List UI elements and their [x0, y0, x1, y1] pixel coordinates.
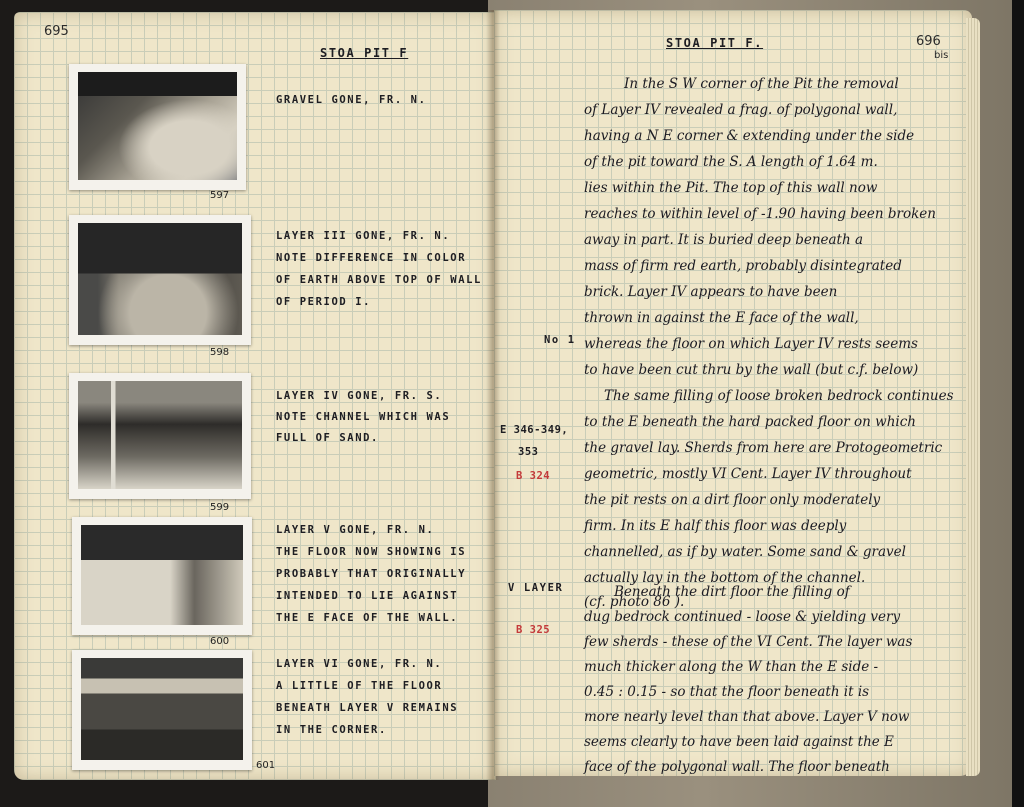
notebook-line: seems clearly to have been laid against the E	[584, 734, 894, 750]
notebook-line: to have been cut thru by the wall (but c.f. below)	[584, 362, 919, 378]
page-number-right: 696	[916, 34, 941, 49]
note-line: BENEATH LAYER V REMAINS	[276, 702, 459, 714]
photo-601	[72, 650, 252, 770]
notebook-line: (cf. photo 86 ).	[584, 594, 685, 610]
page-number-suffix: bis	[934, 50, 949, 61]
note-line: LAYER IV GONE, FR. S.	[276, 390, 443, 402]
notebook-line: to the E beneath the hard packed floor on which	[584, 414, 916, 430]
notebook-line: more nearly level than that above. Layer V now	[584, 709, 910, 725]
notebook-line: In the S W corner of the Pit the removal	[624, 76, 899, 92]
note-line: OF EARTH ABOVE TOP OF WALL	[276, 274, 482, 286]
note-line: LAYER V GONE, FR. N.	[276, 524, 435, 536]
note-line: IN THE CORNER.	[276, 724, 387, 736]
notebook-line: having a N E corner & extending under the side	[584, 128, 915, 144]
photo-number: 600	[210, 636, 230, 647]
notebook-line: The same filling of loose broken bedrock continues	[604, 388, 954, 404]
photo-number: 598	[210, 347, 230, 358]
margin-note: B 325	[516, 624, 551, 636]
notebook-line: away in part. It is buried deep beneath a	[584, 232, 864, 248]
notebook-line: of Layer IV revealed a frag. of polygonal wall,	[584, 102, 898, 118]
notebook-line: brick. Layer IV appears to have been	[584, 284, 838, 300]
book-gutter	[486, 10, 500, 780]
photo-597	[69, 64, 246, 190]
margin-note: 353	[518, 446, 539, 458]
note-line: THE E FACE OF THE WALL.	[276, 612, 459, 624]
notebook-line: much thicker along the W than the E side -	[584, 659, 879, 675]
margin-note: V LAYER	[508, 582, 564, 594]
photo-number: 597	[210, 190, 230, 201]
notebook-line: geometric, mostly VI Cent. Layer IV throughout	[584, 466, 912, 482]
note-line: INTENDED TO LIE AGAINST	[276, 590, 459, 602]
notebook-line: thrown in against the E face of the wall,	[584, 310, 859, 326]
margin-note: No 1	[544, 334, 576, 346]
notebook-line: actually lay in the bottom of the channel.	[584, 570, 866, 586]
page-number-left: 695	[44, 24, 69, 39]
notebook-line: whereas the floor on which Layer IV rests seems	[584, 336, 918, 352]
notebook-line: mass of firm red earth, probably disintegrated	[584, 258, 902, 274]
photo-number: 601	[256, 760, 276, 771]
notebook-line: few sherds - these of the VI Cent. The layer was	[584, 634, 913, 650]
page-heading-right: STOA PIT F.	[666, 36, 764, 50]
notebook-line: of the pit toward the S. A length of 1.64 m.	[584, 154, 878, 170]
notebook-line: Beneath the dirt floor the filling of	[614, 584, 850, 600]
note-line: NOTE CHANNEL WHICH WAS	[276, 411, 451, 423]
photo-598	[69, 215, 251, 345]
note-line: A LITTLE OF THE FLOOR	[276, 680, 443, 692]
right-page	[494, 10, 972, 776]
cover-edge	[1012, 0, 1024, 807]
notebook-line: dug bedrock continued - loose & yielding very	[584, 609, 901, 625]
photo-600	[72, 517, 252, 635]
note-line: LAYER III GONE, FR. N.	[276, 230, 451, 242]
notebook-line: firm. In its E half this floor was deeply	[584, 518, 847, 534]
photo-599	[69, 373, 251, 499]
note-line: FULL OF SAND.	[276, 432, 379, 444]
notebook-line: face of the polygonal wall. The floor beneath	[584, 759, 890, 775]
photo-number: 599	[210, 502, 230, 513]
notebook-line: 0.45 : 0.15 - so that the floor beneath it is	[584, 684, 870, 700]
margin-note: E 346-349,	[500, 424, 569, 436]
note-line: OF PERIOD I.	[276, 296, 372, 308]
left-page	[14, 12, 496, 780]
notebook-line: the gravel lay. Sherds from here are Protogeometric	[584, 440, 943, 456]
margin-note: B 324	[516, 470, 551, 482]
note-line: PROBABLY THAT ORIGINALLY	[276, 568, 467, 580]
note-line: THE FLOOR NOW SHOWING IS	[276, 546, 467, 558]
notebook-line: the pit rests on a dirt floor only moderately	[584, 492, 881, 508]
note-line: GRAVEL GONE, FR. N.	[276, 94, 427, 106]
notebook-line: lies within the Pit. The top of this wall now	[584, 180, 878, 196]
notebook-line: reaches to within level of -1.90 having been broken	[584, 206, 936, 222]
note-line: NOTE DIFFERENCE IN COLOR	[276, 252, 467, 264]
page-heading-left: STOA PIT F	[320, 46, 409, 60]
page-edges	[966, 18, 980, 776]
note-line: LAYER VI GONE, FR. N.	[276, 658, 443, 670]
notebook-line: channelled, as if by water. Some sand & gravel	[584, 544, 906, 560]
